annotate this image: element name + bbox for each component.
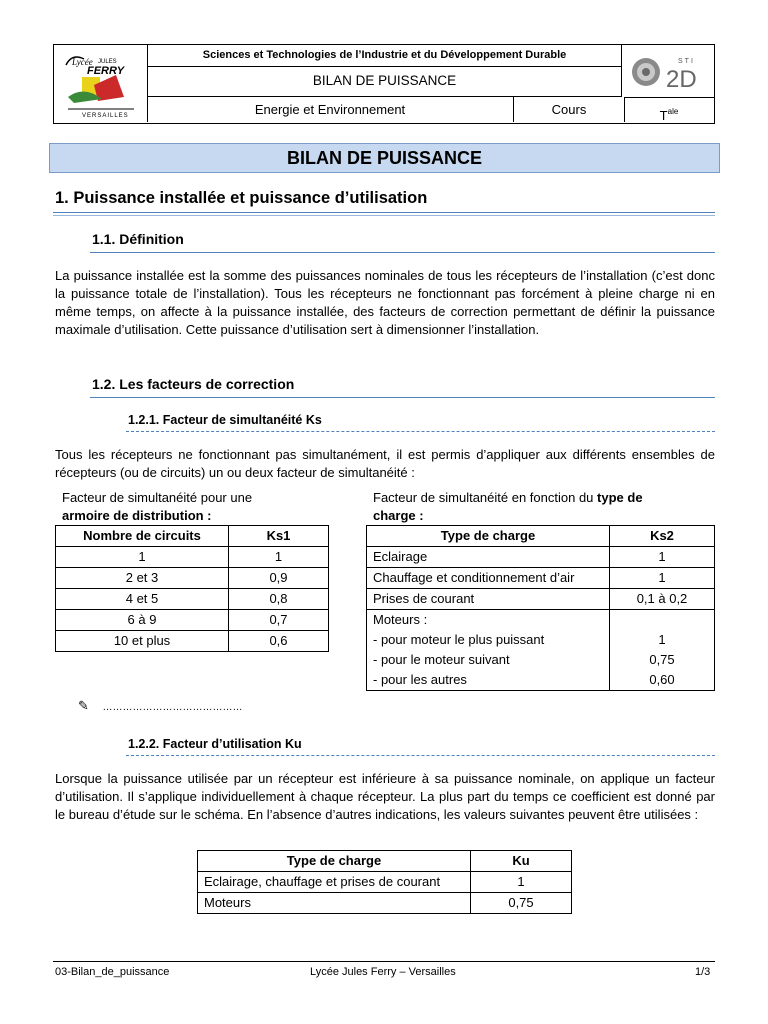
subject-line: Sciences et Technologies de l’Industrie et du Développement Durable bbox=[147, 45, 622, 67]
table-cell: Eclairage, chauffage et prises de courant bbox=[198, 872, 471, 893]
pencil-icon: ✎ bbox=[78, 698, 89, 713]
table-row bbox=[367, 547, 715, 568]
section-1-heading: 1. Puissance installée et puissance d’utilisation bbox=[55, 189, 428, 207]
table-cell bbox=[610, 610, 715, 631]
table-header-cell: Nombre de circuits bbox=[56, 526, 229, 547]
table-row bbox=[56, 547, 329, 568]
svg-text:FERRY: FERRY bbox=[87, 65, 125, 77]
section-1-rule bbox=[53, 212, 715, 213]
table2-caption bbox=[373, 489, 715, 525]
table-cell: 0,75 bbox=[471, 893, 572, 914]
simultaneity-paragraph: Tous les récepteurs ne fonctionnant pas simultanément, il est permis d’appliquer aux différents ensembles de récepteurs (ou de circuits) un ou deux facteur de simultanéité : bbox=[55, 447, 715, 480]
table-row bbox=[367, 610, 715, 631]
school-logo bbox=[54, 45, 148, 122]
table-cell: 0,7 bbox=[229, 610, 329, 631]
section-1-1-heading: 1.1. Définition bbox=[92, 231, 184, 247]
table-cell: 1 bbox=[610, 630, 715, 650]
level-sup: ale bbox=[667, 107, 679, 116]
table-cell: 10 et plus bbox=[56, 631, 229, 652]
footer-filename: 03-Bilan_de_puissance bbox=[55, 966, 170, 978]
table-cell: - pour les autres bbox=[367, 670, 610, 691]
table-cell: - pour le moteur suivant bbox=[367, 650, 610, 670]
table-cell: Moteurs : bbox=[367, 610, 610, 631]
ks2-table bbox=[366, 525, 715, 691]
table-row bbox=[56, 631, 329, 652]
table2-caption-b: charge : bbox=[373, 508, 424, 523]
svg-text:JULES: JULES bbox=[98, 59, 117, 65]
table-row bbox=[56, 568, 329, 589]
table1-caption-b: armoire de distribution : bbox=[62, 508, 212, 523]
footer-page-number: 1/3 bbox=[695, 966, 711, 978]
table-cell: 0,60 bbox=[610, 670, 715, 691]
level bbox=[624, 97, 714, 123]
table1-caption bbox=[62, 489, 352, 525]
ks1-table bbox=[55, 525, 329, 652]
table-cell: Moteurs bbox=[198, 893, 471, 914]
footer-rule bbox=[53, 961, 715, 962]
table-cell: Eclairage bbox=[367, 547, 610, 568]
table2-caption-a: Facteur de simultanéité en fonction du bbox=[373, 490, 598, 505]
table-cell: 1 bbox=[56, 547, 229, 568]
header-doc-title: BILAN DE PUISSANCE bbox=[147, 66, 622, 97]
footer-school: Lycée Jules Ferry – Versailles bbox=[310, 966, 456, 978]
table-header-cell: Ks1 bbox=[229, 526, 329, 547]
table-header-row bbox=[367, 526, 715, 547]
module-name: Energie et Environnement bbox=[147, 97, 514, 122]
section-1-2-1-rule bbox=[126, 431, 715, 432]
table-row bbox=[367, 568, 715, 589]
table-cell: 1 bbox=[471, 872, 572, 893]
table-cell: 0,75 bbox=[610, 650, 715, 670]
table-row bbox=[56, 610, 329, 631]
section-1-2-2-rule bbox=[126, 755, 715, 756]
ku-table bbox=[197, 850, 572, 914]
page-title: BILAN DE PUISSANCE bbox=[49, 143, 720, 173]
section-1-2-2-heading: 1.2.2. Facteur d’utilisation Ku bbox=[128, 737, 302, 751]
table1-caption-a: Facteur de simultanéité pour une bbox=[62, 490, 253, 505]
sti2d-logo-icon bbox=[622, 45, 714, 97]
table-cell: 2 et 3 bbox=[56, 568, 229, 589]
table-row bbox=[367, 670, 715, 691]
table-row bbox=[56, 589, 329, 610]
table-row bbox=[367, 650, 715, 670]
sti-small-text: STI bbox=[678, 58, 695, 65]
table-cell: Chauffage et conditionnement d’air bbox=[367, 568, 610, 589]
sti-big-text: 2D bbox=[666, 66, 697, 93]
table-header-row bbox=[56, 526, 329, 547]
table-cell: 0,6 bbox=[229, 631, 329, 652]
note-dots: …………………………………… bbox=[102, 702, 243, 713]
doc-type: Cours bbox=[514, 97, 625, 122]
table-header-cell: Ks2 bbox=[610, 526, 715, 547]
table-cell: 1 bbox=[610, 547, 715, 568]
section-1-1-rule bbox=[90, 252, 715, 253]
table-row bbox=[367, 630, 715, 650]
table-cell: 4 et 5 bbox=[56, 589, 229, 610]
table-row bbox=[367, 589, 715, 610]
table-cell: - pour moteur le plus puissant bbox=[367, 630, 610, 650]
table-cell: 1 bbox=[229, 547, 329, 568]
table-cell: 0,8 bbox=[229, 589, 329, 610]
table-cell: Prises de courant bbox=[367, 589, 610, 610]
svg-text:Lycée: Lycée bbox=[72, 57, 93, 67]
table-header-cell: Type de charge bbox=[198, 851, 471, 872]
section-1-2-rule bbox=[90, 397, 715, 398]
table-cell: 1 bbox=[610, 568, 715, 589]
svg-text:VERSAILLES: VERSAILLES bbox=[82, 113, 129, 119]
table-header-cell: Type de charge bbox=[367, 526, 610, 547]
table2-caption-bold: type de bbox=[597, 490, 643, 505]
table-header-cell: Ku bbox=[471, 851, 572, 872]
table-header-row bbox=[198, 851, 572, 872]
table-cell: 6 à 9 bbox=[56, 610, 229, 631]
section-1-2-1-heading: 1.2.1. Facteur de simultanéité Ks bbox=[128, 413, 322, 427]
section-1-2-heading: 1.2. Les facteurs de correction bbox=[92, 376, 295, 392]
section-1-rule-2 bbox=[53, 215, 715, 216]
table-row bbox=[198, 893, 572, 914]
utilisation-paragraph: Lorsque la puissance utilisée par un récepteur est inférieure à sa puissance nominale, on applique un facteur d’utilisation. Il s’applique individuellement à chaque récepteur. La plus part du temps ce coefficient est donné par le bureau d’étude sur le schéma. En l’absence d’autres indications, les valeurs suivantes peuvent être utilisées : bbox=[55, 771, 715, 822]
table-cell: 0,9 bbox=[229, 568, 329, 589]
table-cell: 0,1 à 0,2 bbox=[610, 589, 715, 610]
school-logo-icon bbox=[54, 45, 147, 122]
level-base: T bbox=[659, 108, 668, 123]
header-table bbox=[53, 44, 715, 124]
sti2d-logo bbox=[621, 45, 714, 97]
definition-paragraph: La puissance installée est la somme des puissances nominales de tous les récepteurs de l’installation (c’est donc la puissance totale de l’installation). Tous les récepteurs ne fonctionnant pas forcément à pleine charge ni en même temps, on affecte à la puissance installée, des facteurs de correction permettant de définir la puissance maximale d’utilisation. Cette puissance d’utilisation sert à dimensionner l’installation. bbox=[55, 268, 715, 337]
note-line bbox=[78, 698, 243, 714]
table-row bbox=[198, 872, 572, 893]
